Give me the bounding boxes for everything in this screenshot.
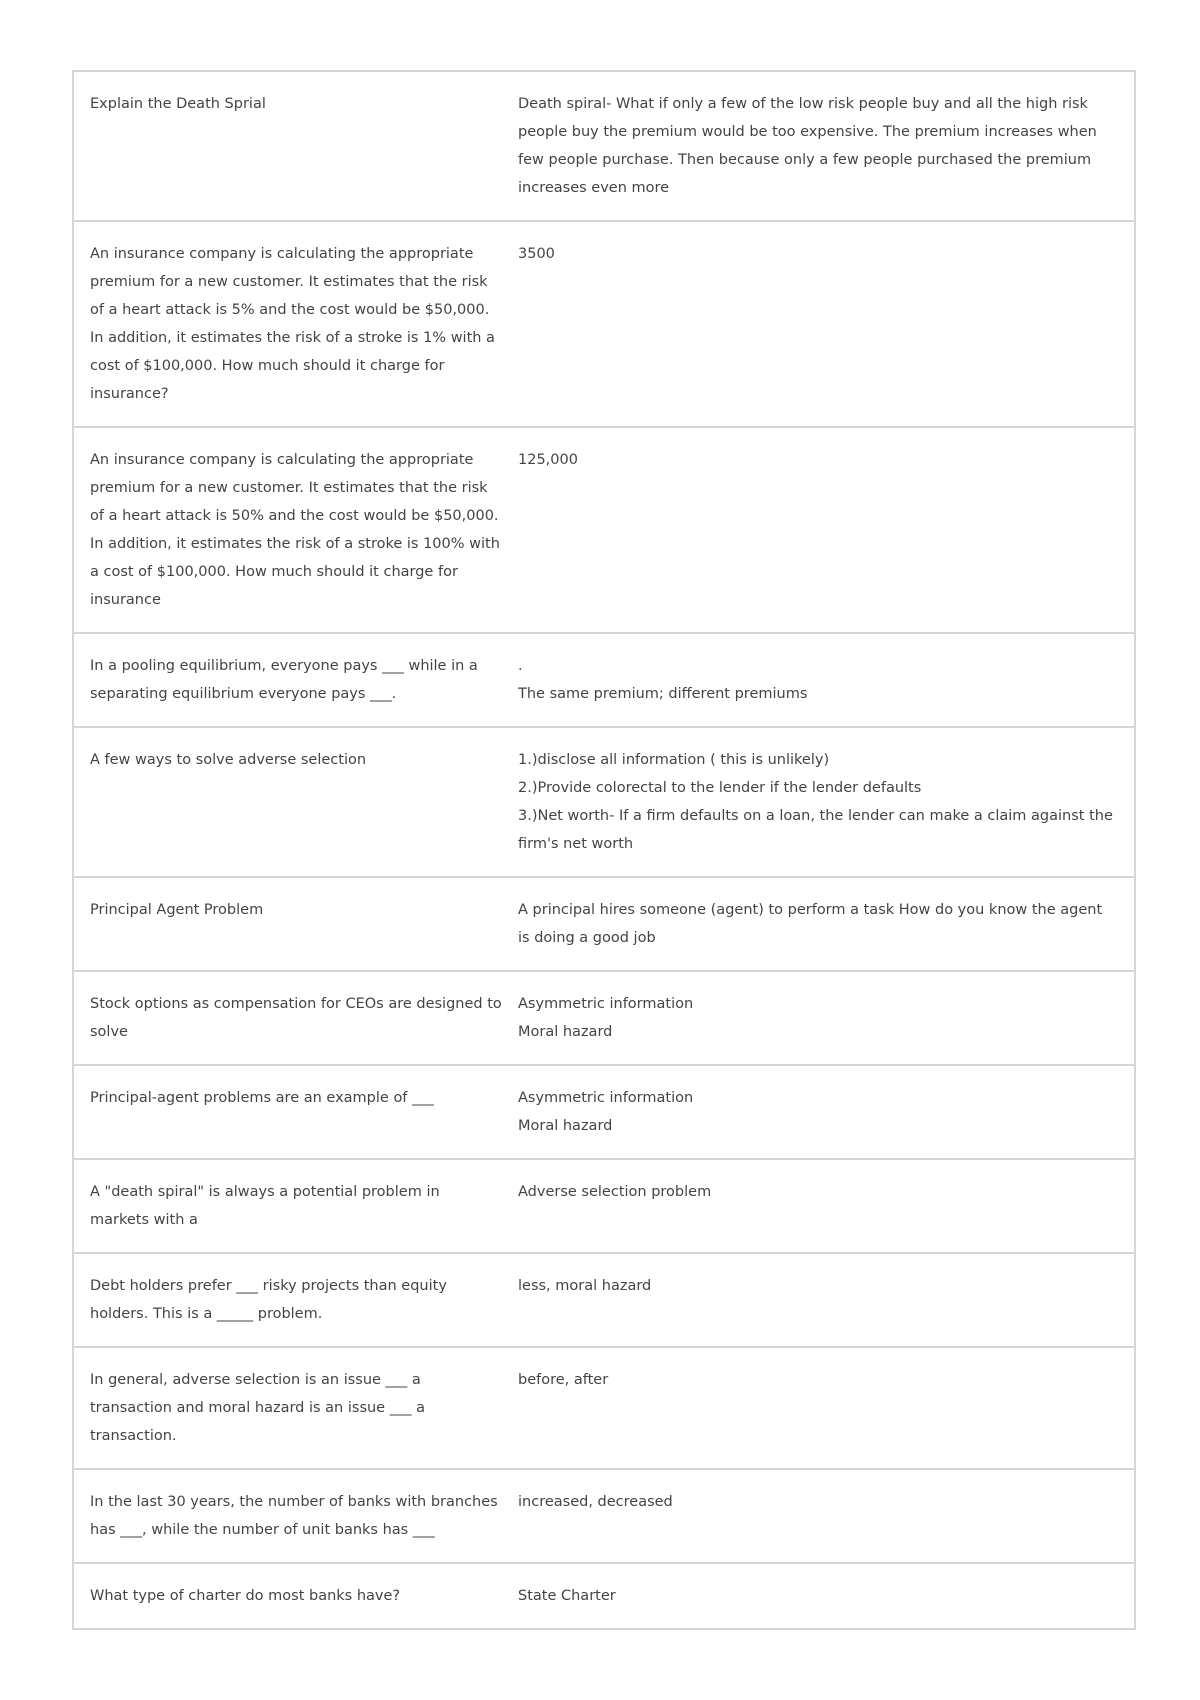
flashcard-row — [74, 1066, 1134, 1160]
flashcard-definition: less, moral hazard — [518, 1278, 652, 1294]
flashcard-definition: increased, decreased — [518, 1494, 673, 1510]
flashcard-definition: 1.)disclose all information ( this is unlikely) 2.)Provide colorectal to the lender if the lender defaults 3.)Net worth- If a firm defaults on a loan, the lender can make a claim against the firm's net worth — [518, 752, 1113, 852]
flashcard-definition: Asymmetric information Moral hazard — [518, 996, 694, 1040]
flashcard-row — [74, 428, 1134, 634]
flashcard-definition: 125,000 — [518, 452, 578, 468]
flashcard-term: Principal Agent Problem — [90, 902, 264, 918]
flashcard-definition: Asymmetric information Moral hazard — [518, 1090, 694, 1134]
flashcard-term: Stock options as compensation for CEOs are designed to solve — [90, 996, 502, 1040]
flashcard-row — [74, 1160, 1134, 1254]
flashcard-term: What type of charter do most banks have? — [90, 1588, 401, 1604]
flashcard-table — [72, 70, 1136, 1630]
flashcard-definition: . The same premium; different premiums — [518, 658, 808, 702]
flashcard-row — [74, 72, 1134, 222]
flashcard-row — [74, 728, 1134, 878]
flashcard-definition: 3500 — [518, 246, 555, 262]
flashcard-term: In the last 30 years, the number of banks with branches has ___, while the number of unit banks has ___ — [90, 1494, 498, 1538]
flashcard-row — [74, 222, 1134, 428]
flashcard-term: A "death spiral" is always a potential problem in markets with a — [90, 1184, 440, 1228]
flashcard-definition: A principal hires someone (agent) to perform a task How do you know the agent is doing a good job — [518, 902, 1103, 946]
flashcard-row — [74, 634, 1134, 728]
flashcard-term: Principal-agent problems are an example of ___ — [90, 1090, 434, 1106]
flashcard-term: In a pooling equilibrium, everyone pays ___ while in a separating equilibrium everyone pays ___. — [90, 658, 478, 702]
flashcard-row — [74, 972, 1134, 1066]
flashcard-definition: before, after — [518, 1372, 609, 1388]
flashcard-row — [74, 1564, 1134, 1628]
flashcard-definition: Death spiral- What if only a few of the low risk people buy and all the high risk people buy the premium would be too expensive. The premium increases when few people purchase. Then because only a few people purchased the premium increases even more — [518, 96, 1097, 196]
flashcard-term: A few ways to solve adverse selection — [90, 752, 367, 768]
flashcard-definition: Adverse selection problem — [518, 1184, 712, 1200]
flashcard-row — [74, 1348, 1134, 1470]
flashcard-row — [74, 878, 1134, 972]
flashcard-row — [74, 1254, 1134, 1348]
flashcard-term: An insurance company is calculating the appropriate premium for a new customer. It estimates that the risk of a heart attack is 5% and the cost would be $50,000. In addition, it estimates the risk of a stroke is 1% with a cost of $100,000. How much should it charge for insurance? — [90, 246, 495, 402]
flashcard-term: An insurance company is calculating the appropriate premium for a new customer. It estimates that the risk of a heart attack is 50% and the cost would be $50,000. In addition, it estimates the risk of a stroke is 100% with a cost of $100,000. How much should it charge for insurance — [90, 452, 500, 608]
flashcard-term: Debt holders prefer ___ risky projects than equity holders. This is a _____ problem. — [90, 1278, 447, 1322]
flashcard-term: Explain the Death Sprial — [90, 96, 266, 112]
flashcard-row — [74, 1470, 1134, 1564]
flashcard-term: In general, adverse selection is an issue ___ a transaction and moral hazard is an issue ___ a transaction. — [90, 1372, 425, 1444]
flashcard-definition: State Charter — [518, 1588, 616, 1604]
